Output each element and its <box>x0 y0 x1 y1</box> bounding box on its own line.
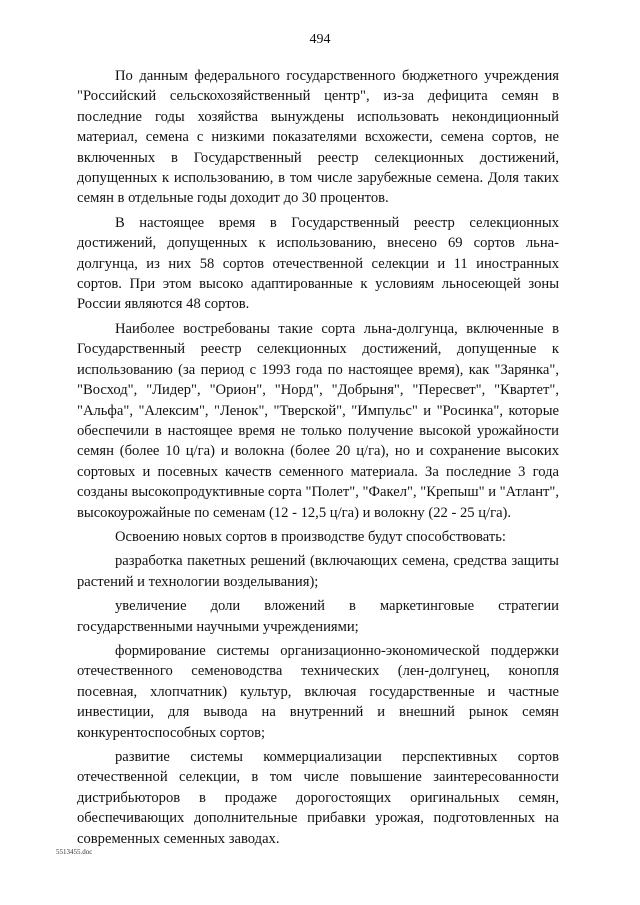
document-body <box>77 66 559 853</box>
page-number: 494 <box>309 32 331 47</box>
paragraph-popular-varieties: Наиболее востребованы такие сорта льна-долгунца, включенные в Государственный реестр селекционных достижений, допущенные к использованию (за период с 1993 года по настоящее время), как "Зарянка", "Восход", "Лидер", "Орион", "Норд", "Добрыня", "Пересвет", "Квартет", "Альфа", "Алексим", "Ленок", "Тверской", "Импульс" и "Росинка", которые обеспечили в настоящее время не только получение высокой урожайности семян (более 10 ц/га) и волокна (более 20 ц/га), но и сохранение высоких сортовых и посевных качеств семенного материала. За последние 3 года созданы высокопродуктивные сорта "Полет", "Факел", "Крепыш" и "Атлант", высокоурожайные по семенам (12 - 12,5 ц/га) и волокну (22 - 25 ц/га). <box>77 320 559 521</box>
footer-filename: 5513455.doc <box>56 848 93 856</box>
paragraph-measure-investments: увеличение доли вложений в маркетинговые стратегии государственными научными учреждениями; <box>77 598 559 635</box>
paragraph-seed-deficit: По данным федерального государственного бюджетного учреждения "Российский сельскохозяйственный центр", из-за дефицита семян в последние годы хозяйства вынуждены использовать некондиционный материал, семена с низкими показателями всхожести, семена сортов, не включенных в Государственный реестр селекционных достижений, допущенных к использованию, в том числе зарубежные семена. Доля таких семян в отдельные годы доходит до 30 процентов. <box>77 68 559 207</box>
paragraph-measure-package-solutions: разработка пакетных решений (включающих семена, средства защиты растений и технологии возделывания); <box>77 553 559 590</box>
paragraph-state-register: В настоящее время в Государственный реестр селекционных достижений, допущенных к использованию, внесено 69 сортов льна-долгунца, из них 58 сортов отечественной селекции и 11 иностранных сортов. При этом высоко адаптированные к условиям льносеющей зоны России являются 48 сортов. <box>77 214 559 313</box>
paragraph-measure-support-system: формирование системы организационно-экономической поддержки отечественного семеноводства технических (лен-долгунец, конопля посевная, хлопчатник) культур, включая государственные и частные инвестиции, для вывода на внутренний и внешний рынок семян конкурентоспособных сортов; <box>77 642 559 741</box>
paragraph-measures-intro: Освоению новых сортов в производстве будут способствовать: <box>115 528 506 545</box>
paragraph-measure-commercialization: развитие системы коммерциализации перспективных сортов отечественной селекции, в том числе повышение заинтересованности дистрибьюторов в продаже дорогостоящих оригинальных семян, обеспечивающих дополнительные прибавки урожая, подготовленных на современных семенных заводах. <box>77 749 559 847</box>
